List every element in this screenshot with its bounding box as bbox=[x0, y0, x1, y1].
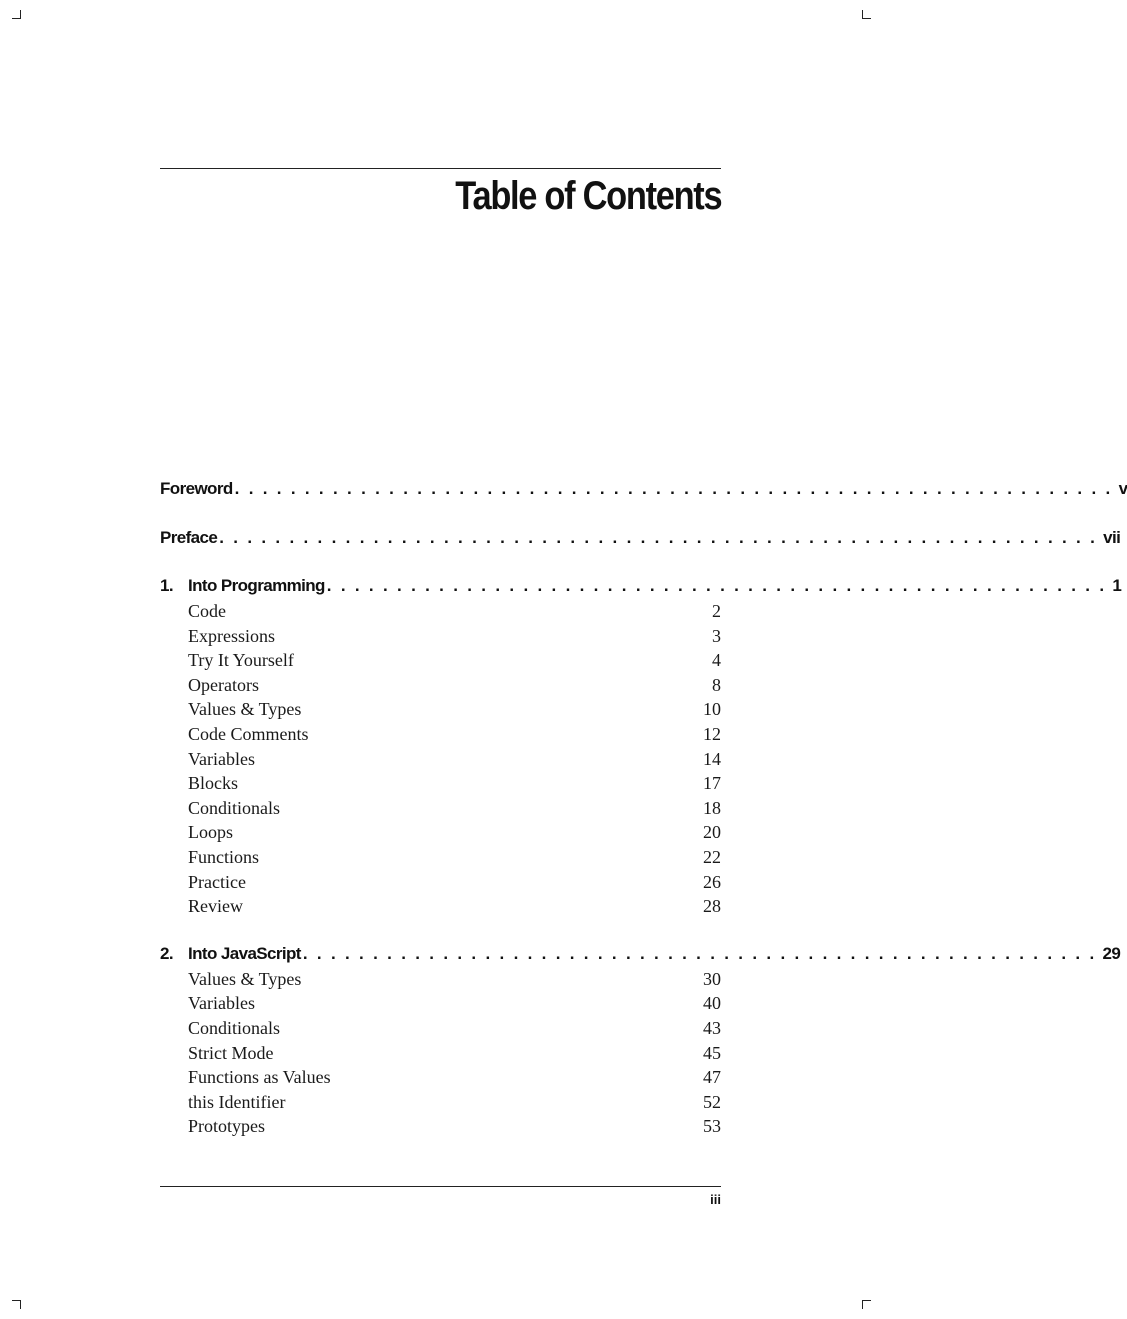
section-title: Code bbox=[188, 601, 226, 621]
dot-leader: . . . . . . . . . . . . . . . . . . . . . . . . . . . . . . . . . . . . . . . . . . . . . . . . . . . . . . . . bbox=[326, 576, 1107, 595]
toc-section[interactable] bbox=[160, 771, 721, 796]
section-page: 47 bbox=[703, 1067, 721, 1088]
toc-section[interactable] bbox=[160, 1016, 721, 1041]
toc-entry-foreword[interactable] bbox=[160, 476, 1127, 502]
toc-entry-label: Foreword bbox=[160, 479, 233, 498]
section-page: 52 bbox=[703, 1091, 721, 1112]
title-rule bbox=[160, 168, 721, 169]
crop-mark-top-right bbox=[862, 10, 871, 19]
section-page: 18 bbox=[703, 797, 721, 818]
crop-mark-bottom-right bbox=[862, 1300, 871, 1309]
toc-section[interactable] bbox=[160, 722, 721, 747]
toc-section[interactable] bbox=[160, 1090, 721, 1115]
toc-section[interactable] bbox=[160, 624, 721, 649]
toc-section[interactable] bbox=[160, 599, 721, 624]
toc-section[interactable] bbox=[160, 967, 721, 992]
toc-section[interactable] bbox=[160, 991, 721, 1016]
section-page: 40 bbox=[703, 993, 721, 1014]
toc-section[interactable] bbox=[160, 870, 721, 895]
toc-section[interactable] bbox=[160, 697, 721, 722]
page-number: iii bbox=[710, 1192, 721, 1207]
chapter-number: 2. bbox=[160, 943, 173, 963]
toc-entry-page: v bbox=[1118, 479, 1127, 498]
section-title: Practice bbox=[188, 871, 246, 892]
section-title: Conditionals bbox=[188, 1017, 281, 1038]
section-title: Review bbox=[188, 896, 243, 917]
section-page: 4 bbox=[712, 650, 721, 671]
section-page: 26 bbox=[703, 871, 721, 892]
section-page: 14 bbox=[703, 748, 721, 769]
page-title: Table of Contents bbox=[454, 174, 721, 218]
section-page: 2 bbox=[712, 601, 721, 621]
section-title: Expressions bbox=[188, 625, 275, 646]
toc-section[interactable] bbox=[160, 648, 721, 673]
toc-section[interactable] bbox=[160, 820, 721, 845]
toc-section[interactable] bbox=[160, 1114, 721, 1139]
section-page: 43 bbox=[703, 1017, 721, 1038]
section-title: Code Comments bbox=[188, 723, 309, 744]
section-page: 22 bbox=[703, 846, 721, 867]
chapter-title: Into JavaScript bbox=[188, 943, 301, 963]
toc-section[interactable] bbox=[160, 894, 721, 919]
dot-leader: . . . . . . . . . . . . . . . . . . . . . . . . . . . . . . . . . . . . . . . . . . . . . . . . . . . . . . . . . . . . . . . bbox=[219, 528, 1098, 547]
section-page: 10 bbox=[703, 699, 721, 720]
section-page: 3 bbox=[712, 625, 721, 646]
section-title: Values & Types bbox=[188, 699, 302, 720]
section-title: Conditionals bbox=[188, 797, 281, 818]
toc-section[interactable] bbox=[160, 1065, 721, 1090]
section-page: 20 bbox=[703, 822, 721, 843]
section-title: Variables bbox=[188, 993, 255, 1014]
toc-section[interactable] bbox=[160, 1041, 721, 1066]
dot-leader: . . . . . . . . . . . . . . . . . . . . . . . . . . . . . . . . . . . . . . . . . . . . . . . . . . . . . . . . . bbox=[302, 943, 1097, 963]
dot-leader: . . . . . . . . . . . . . . . . . . . . . . . . . . . . . . . . . . . . . . . . . . . . . . . . . . . . . . . . . . . . . . . bbox=[234, 479, 1113, 498]
toc-chapter-2[interactable] bbox=[160, 941, 1121, 967]
section-title: Functions bbox=[188, 846, 260, 867]
toc-entry-page: vii bbox=[1103, 528, 1121, 547]
crop-mark-top-left bbox=[12, 10, 21, 19]
section-page: 28 bbox=[703, 896, 721, 917]
section-title: Strict Mode bbox=[188, 1042, 274, 1063]
section-page: 8 bbox=[712, 674, 721, 695]
section-page: 17 bbox=[703, 773, 721, 794]
section-title: Prototypes bbox=[188, 1116, 266, 1137]
chapter-number: 1. bbox=[160, 576, 173, 595]
section-title: Loops bbox=[188, 822, 233, 843]
section-page: 12 bbox=[703, 723, 721, 744]
toc-section[interactable] bbox=[160, 747, 721, 772]
section-title: Functions as Values bbox=[188, 1067, 331, 1088]
toc-list bbox=[160, 476, 1127, 1139]
toc-section[interactable] bbox=[160, 845, 721, 870]
section-title: this Identifier bbox=[188, 1091, 286, 1112]
chapter-page: 29 bbox=[1102, 943, 1121, 963]
section-title: Blocks bbox=[188, 773, 239, 794]
chapter-title: Into Programming bbox=[188, 576, 325, 595]
toc-section[interactable] bbox=[160, 673, 721, 698]
section-page: 45 bbox=[703, 1042, 721, 1063]
section-title: Operators bbox=[188, 674, 259, 695]
chapter-page: 1 bbox=[1112, 576, 1122, 595]
toc-section[interactable] bbox=[160, 796, 721, 821]
section-title: Values & Types bbox=[188, 968, 302, 989]
footer-rule bbox=[160, 1186, 721, 1187]
section-title: Try It Yourself bbox=[188, 650, 294, 671]
toc-entry-preface[interactable] bbox=[160, 525, 1121, 551]
section-page: 30 bbox=[703, 968, 721, 989]
section-title: Variables bbox=[188, 748, 255, 769]
toc-entry-label: Preface bbox=[160, 528, 218, 547]
crop-mark-bottom-left bbox=[12, 1300, 21, 1309]
toc-chapter-1[interactable] bbox=[160, 573, 1122, 599]
section-page: 53 bbox=[703, 1116, 721, 1137]
